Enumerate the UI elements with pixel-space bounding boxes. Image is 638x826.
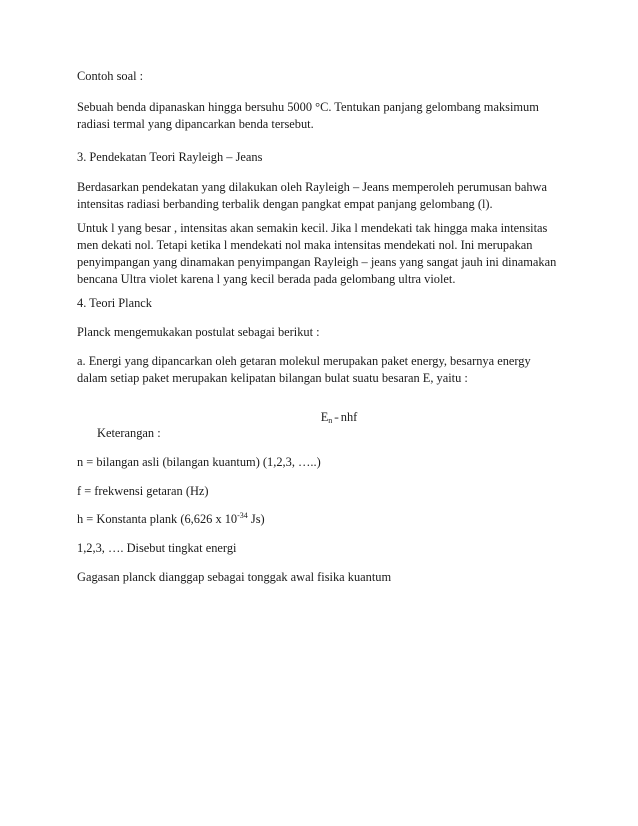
definition-h-exponent: -34 (237, 511, 248, 520)
rayleigh-paragraph (77, 179, 567, 213)
postulate-a-paragraph (77, 353, 567, 387)
formula-rhs: nhf (340, 410, 358, 425)
definition-n: n = bilangan asli (bilangan kuantum) (1,2,3, …..) (77, 455, 321, 469)
section-3-heading: 3. Pendekatan Teori Rayleigh – Jeans (77, 150, 263, 164)
example-paragraph (77, 99, 567, 133)
formula-equals: = (334, 414, 339, 424)
catastrophe-line-3: penyimpangan yang dinamakan penyimpangan Rayleigh – jeans yang sangat jauh ini dinamakan (77, 255, 557, 269)
keterangan-label: Keterangan : (97, 426, 161, 440)
postulate-intro: Planck mengemukakan postulat sebagai berikut : (77, 325, 320, 339)
definition-h-prefix: h = Konstanta plank (6,626 x 10 (77, 512, 238, 526)
rayleigh-line-1: Berdasarkan pendekatan yang dilakukan oleh Rayleigh – Jeans memperoleh perumusan bahwa (77, 180, 547, 194)
example-line-2: radiasi termal yang dipancarkan benda tersebut. (77, 117, 314, 131)
closing-line: Gagasan planck dianggap sebagai tonggak awal fisika kuantum (77, 570, 392, 584)
formula-lhs: E (320, 410, 329, 425)
catastrophe-paragraph (77, 220, 567, 288)
catastrophe-line-2: men dekati nol. Tetapi ketika l mendekati nol maka intensitas mendekati nol. Ini merupakan (77, 238, 533, 252)
formula-lhs-subscript: n (328, 416, 333, 426)
postulate-a-line-2: dalam setiap paket merupakan kelipatan bilangan bulat suatu besaran E, yaitu : (77, 371, 468, 385)
example-heading: Contoh soal : (77, 69, 144, 83)
rayleigh-line-2: intensitas radiasi berbanding terbalik dengan pangkat empat panjang gelombang (l). (77, 197, 493, 211)
section-4-heading: 4. Teori Planck (77, 296, 152, 310)
example-line-1: Sebuah benda dipanaskan hingga bersuhu 5000 °C. Tentukan panjang gelombang maksimum (77, 100, 539, 114)
postulate-a-line-1: a. Energi yang dipancarkan oleh getaran molekul merupakan paket energy, besarnya energy (77, 354, 531, 368)
energy-levels-line: 1,2,3, …. Disebut tingkat energi (77, 541, 237, 555)
catastrophe-line-1: Untuk l yang besar , intensitas akan semakin kecil. Jika l mendekati tak hingga maka intensitas (77, 221, 548, 235)
definition-h (77, 511, 567, 528)
definition-h-suffix: Js) (247, 512, 265, 526)
catastrophe-line-4: bencana Ultra violet karena l yang kecil berada pada gelombang ultra violet. (77, 272, 456, 286)
definition-f: f = frekwensi getaran (Hz) (77, 484, 209, 498)
